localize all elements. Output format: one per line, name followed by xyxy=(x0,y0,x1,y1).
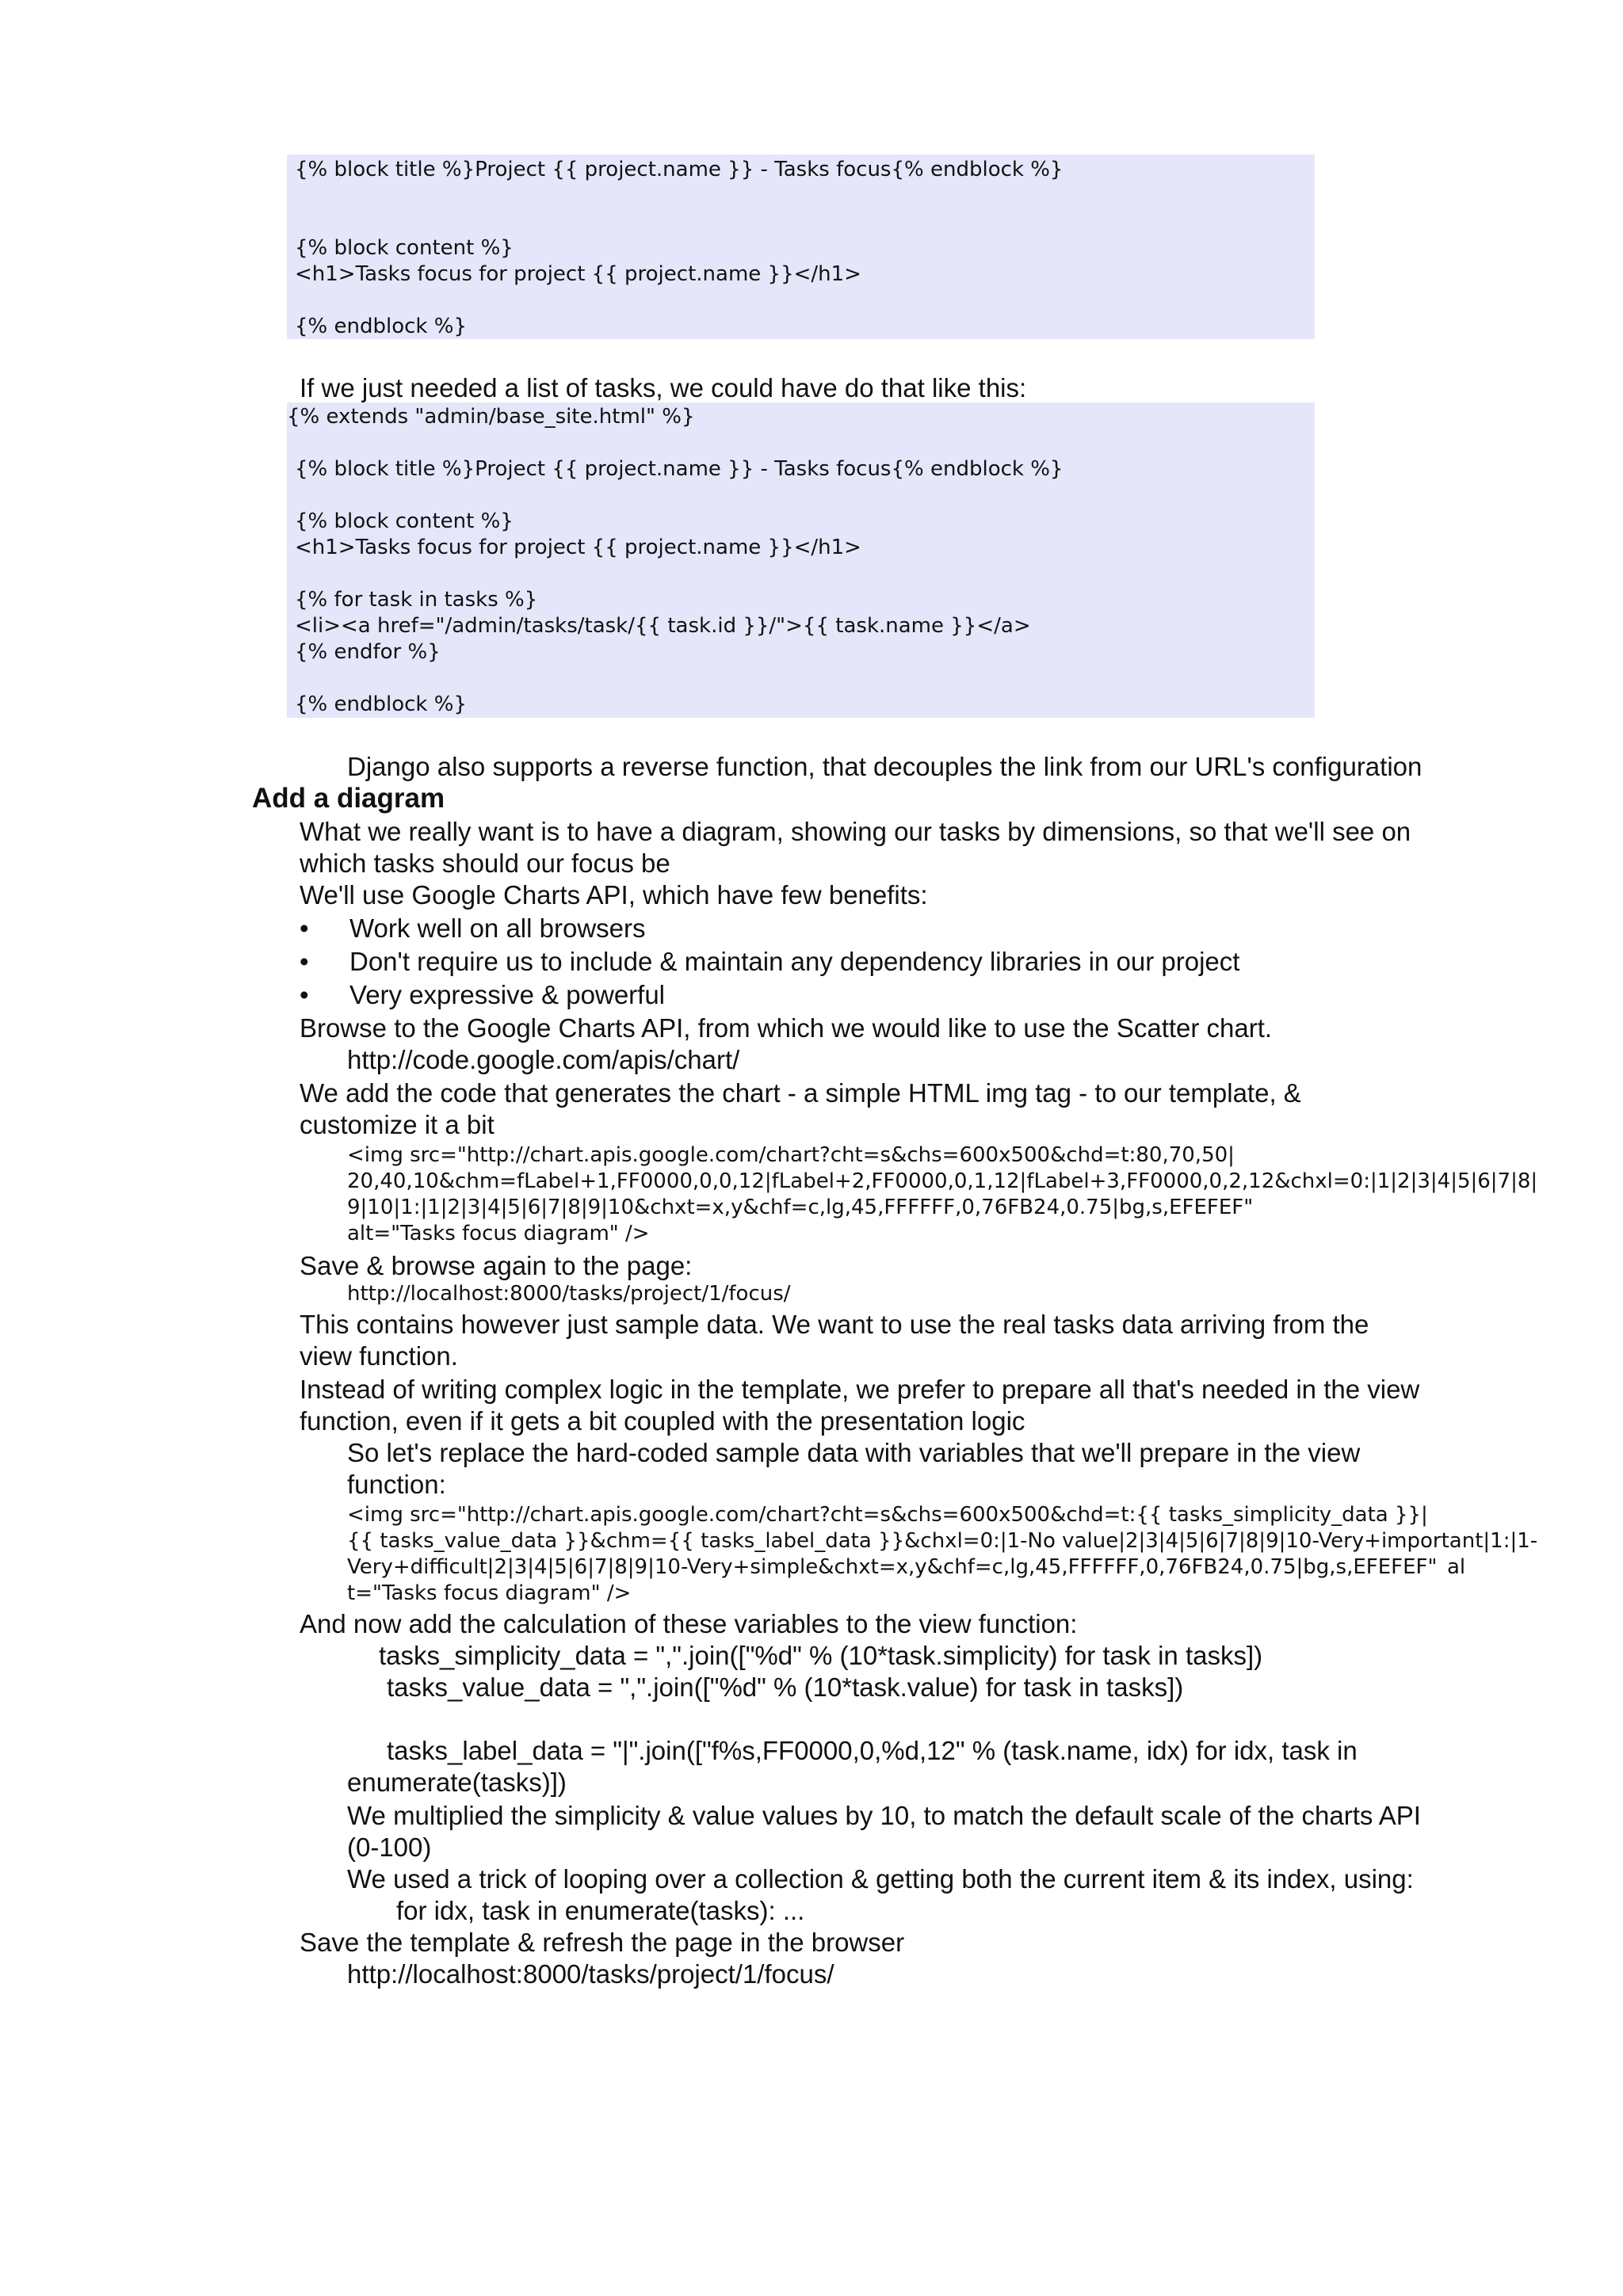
paragraph: which tasks should our focus be xyxy=(300,849,670,878)
code-line: <h1>Tasks focus for project {{ project.name }}</h1> xyxy=(295,536,861,559)
code-line: {% block title %}Project {{ project.name }} - Tasks focus{% endblock %} xyxy=(295,457,1064,481)
bullet-icon: • xyxy=(300,913,309,943)
code-line: {% extends "admin/base_site.html" %} xyxy=(287,405,695,429)
paragraph: Instead of writing complex logic in the template, we prefer to prepare all that's needed in the view xyxy=(300,1375,1420,1404)
paragraph: function: xyxy=(347,1470,446,1499)
code-line: {% endfor %} xyxy=(295,640,441,664)
img-code-line: Very+difficult|2|3|4|5|6|7|8|9|10-Very+simple&chxt=x,y&chf=c,lg,45,FFFFFF,0,76FB24,0.75|bg,s,EFEFEF" xyxy=(347,1555,1438,1579)
code-calc-line: tasks_label_data = "|".join(["f%s,FF0000,0,%d,12" % (task.name, idx) for idx, task in xyxy=(387,1736,1358,1765)
paragraph: We add the code that generates the chart - a simple HTML img tag - to our template, & xyxy=(300,1078,1301,1108)
img-code-line: 9|10|1:|1|2|3|4|5|6|7|8|9|10&chxt=x,y&chf=c,lg,45,FFFFFF,0,76FB24,0.75|bg,s,EFEFEF" xyxy=(347,1196,1254,1219)
paragraph: Save the template & refresh the page in the browser xyxy=(300,1928,905,1957)
img-code-tail: al xyxy=(1447,1555,1466,1579)
paragraph: Browse to the Google Charts API, from which we would like to use the Scatter chart. xyxy=(300,1013,1273,1043)
charts-url: http://code.google.com/apis/chart/ xyxy=(347,1045,740,1074)
bullet-item: Work well on all browsers xyxy=(349,913,646,943)
section-heading: Add a diagram xyxy=(252,783,445,814)
code-line: {% block content %} xyxy=(295,236,514,260)
reverse-note: Django also supports a reverse function, that decouples the link from our URL's configuration xyxy=(347,752,1423,781)
bullet-item: Very expressive & powerful xyxy=(349,980,666,1009)
paragraph: This contains however just sample data. We want to use the real tasks data arriving from the xyxy=(300,1310,1369,1339)
bullet-icon: • xyxy=(300,947,309,976)
img-code-line: t="Tasks focus diagram" /> xyxy=(347,1581,632,1605)
code-line: {% for task in tasks %} xyxy=(295,588,538,612)
intro-text: If we just needed a list of tasks, we could have do that like this: xyxy=(300,373,1027,402)
img-code-line: <img src="http://chart.apis.google.com/chart?cht=s&chs=600x500&chd=t:{{ tasks_simplicity_data }}| xyxy=(347,1503,1428,1527)
focus-url-small: http://localhost:8000/tasks/project/1/focus/ xyxy=(347,1282,791,1306)
img-code-line: alt="Tasks focus diagram" /> xyxy=(347,1222,650,1245)
img-code-line: <img src="http://chart.apis.google.com/chart?cht=s&chs=600x500&chd=t:80,70,50| xyxy=(347,1143,1235,1167)
code-calc-line: tasks_value_data = ",".join(["%d" % (10*task.value) for task in tasks]) xyxy=(387,1672,1184,1702)
focus-url: http://localhost:8000/tasks/project/1/focus/ xyxy=(347,1959,834,1989)
bullet-item: Don't require us to include & maintain any dependency libraries in our project xyxy=(349,947,1240,976)
code-calc-line: tasks_simplicity_data = ",".join(["%d" % (10*task.simplicity) for task in tasks]) xyxy=(379,1641,1263,1670)
code-calc-line: for idx, task in enumerate(tasks): ... xyxy=(396,1896,805,1925)
paragraph: And now add the calculation of these variables to the view function: xyxy=(300,1609,1078,1638)
paragraph: view function. xyxy=(300,1341,458,1371)
code-line: <h1>Tasks focus for project {{ project.name }}</h1> xyxy=(295,262,861,286)
code-line: {% endblock %} xyxy=(295,692,467,716)
paragraph: function, even if it gets a bit coupled with the presentation logic xyxy=(300,1406,1025,1436)
paragraph: Save & browse again to the page: xyxy=(300,1251,693,1280)
code-line: {% endblock %} xyxy=(295,315,467,338)
paragraph: We used a trick of looping over a collection & getting both the current item & its index, using: xyxy=(347,1864,1414,1894)
paragraph: What we really want is to have a diagram, showing our tasks by dimensions, so that we'll see on xyxy=(300,817,1411,846)
code-line: {% block content %} xyxy=(295,509,514,533)
code-line: <li><a href="/admin/tasks/task/{{ task.id }}/">{{ task.name }}</a> xyxy=(295,614,1031,638)
paragraph: We multiplied the simplicity & value values by 10, to match the default scale of the charts API xyxy=(347,1801,1421,1830)
code-line: {% block title %}Project {{ project.name }} - Tasks focus{% endblock %} xyxy=(295,158,1064,181)
code-calc-line: enumerate(tasks)]) xyxy=(347,1768,567,1797)
paragraph: (0-100) xyxy=(347,1833,432,1862)
img-code-line: 20,40,10&chm=fLabel+1,FF0000,0,0,12|fLabel+2,FF0000,0,1,12|fLabel+3,FF0000,0,2,12&chxl=0:|1|2|3|4|5|6|7|8| xyxy=(347,1169,1538,1193)
paragraph: So let's replace the hard-coded sample data with variables that we'll prepare in the view xyxy=(347,1438,1361,1467)
paragraph: We'll use Google Charts API, which have few benefits: xyxy=(300,880,928,910)
img-code-line: {{ tasks_value_data }}&chm={{ tasks_label_data }}&chxl=0:|1-No value|2|3|4|5|6|7|8|9|10-Very+important|1:|1- xyxy=(347,1529,1538,1553)
paragraph: customize it a bit xyxy=(300,1110,495,1139)
bullet-icon: • xyxy=(300,980,309,1009)
